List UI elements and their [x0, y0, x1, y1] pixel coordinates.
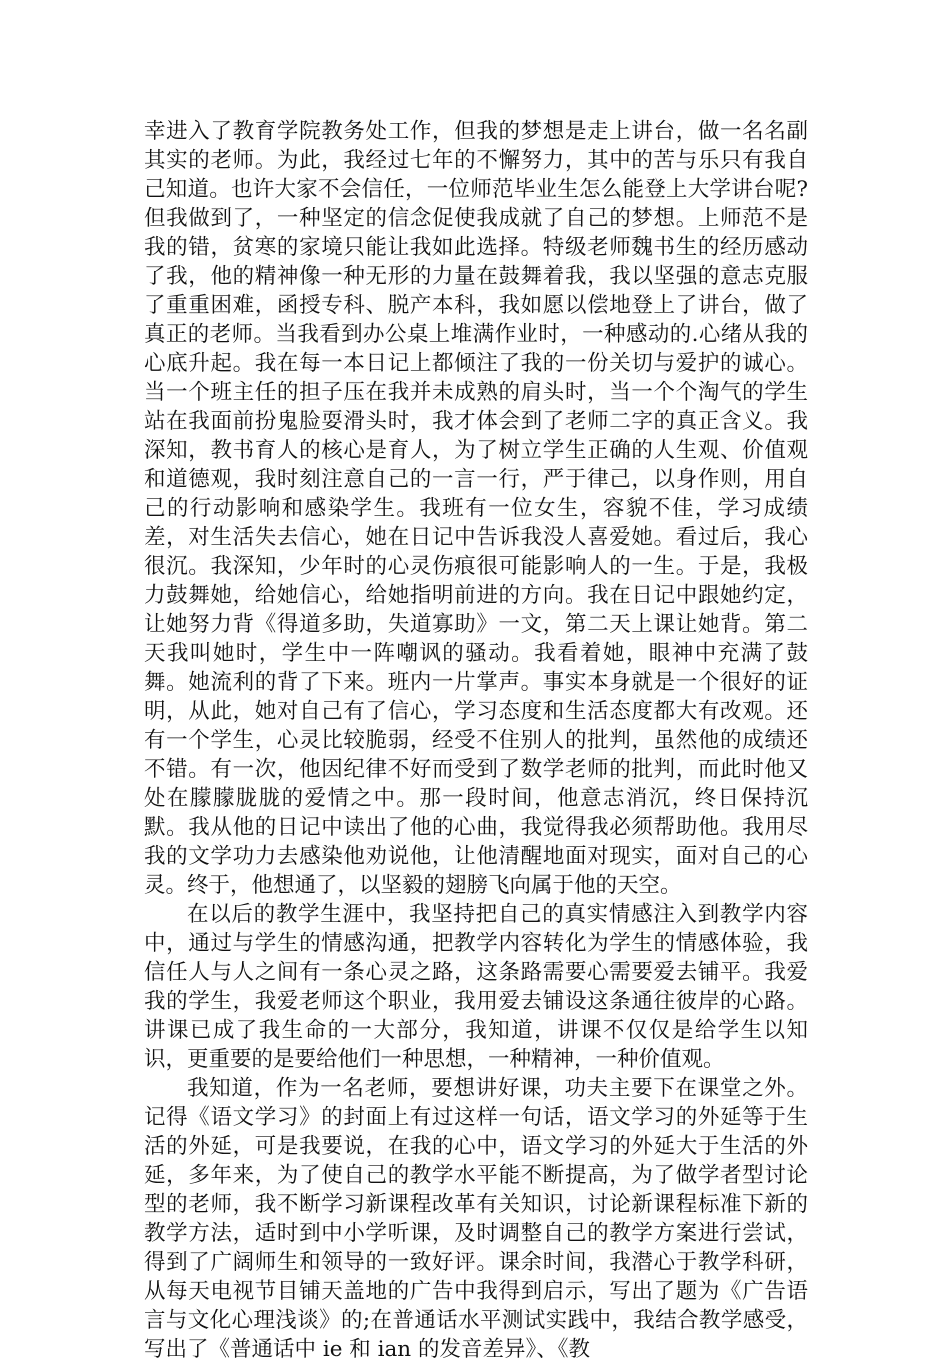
paragraph-1: 幸进入了教育学院教务处工作，但我的梦想是走上讲台，做一名名副其实的老师。为此，我经过七年的不懈努力，其中的苦与乐只有我自己知道。也许大家不会信任，一位师范毕业生怎么能登上大学讲台呢?但我做到了，一种坚定的信念促使我成就了自己的梦想。上师范不是我的错，贫寒的家境只能让我如此选择。特级老师魏书生的经历感动了我，他的精神像一种无形的力量在鼓舞着我，我以坚强的意志克服了重重困难，函授专科、脱产本科，我如愿以偿地登上了讲台，做了真正的老师。当我看到办公桌上堆满作业时，一种感动的.心绪从我的心底升起。我在每一本日记上都倾注了我的一份关切与爱护的诚心。当一个班主任的担子压在我并未成熟的肩头时，当一个个淘气的学生站在我面前扮鬼脸耍滑头时，我才体会到了老师二字的真正含义。我深知，教书育人的核心是育人，为了树立学生正确的人生观、价值观和道德观，我时刻注意自己的一言一行，严于律己，以身作则，用自己的行动影响和感染学生。我班有一位女生，容貌不佳，学习成绩差，对生活失去信心，她在日记中告诉我没人喜爱她。看过后，我心很沉。我深知，少年时的心灵伤痕很可能影响人的一生。于是，我极力鼓舞她，给她信心，给她指明前进的方向。我在日记中跟她约定，让她努力背《得道多助，失道寡助》一文，第二天上课让她背。第二天我叫她时，学生中一阵嘲讽的骚动。我看着她，眼神中充满了鼓舞。她流利的背了下来。班内一片掌声。事实本身就是一个很好的证明，从此，她对自己有了信心，学习态度和生活态度都大有改观。还有一个学生，心灵比较脆弱，经受不住别人的批判，虽然他的成绩还不错。有一次，他因纪律不好而受到了数学老师的批判，而此时他又处在朦朦胧胧的爱情之中。那一段时间，他意志消沉，终日保持沉默。我从他的日记中读出了他的心曲，我觉得我必须帮助他。我用尽我的文学功力去感染他劝说他，让他清醒地面对现实，面对自己的心灵。终于，他想通了，以坚毅的翅膀飞向属于他的天空。 [144, 119, 808, 898]
paragraph-2: 在以后的教学生涯中，我坚持把自己的真实情感注入到教学内容中，通过与学生的情感沟通，把教学内容转化为学生的情感体验，我信任人与人之间有一条心灵之路，这条路需要心需要爱去铺平。我爱我的学生，我爱老师这个职业，我用爱去铺设这条通往彼岸的心路。讲课已成了我生命的一大部分，我知道，讲课不仅仅是给学生以知识，更重要的是要给他们一种思想，一种精神，一种价值观。 [144, 902, 808, 1072]
paragraph-3: 我知道，作为一名老师，要想讲好课，功夫主要下在课堂之外。记得《语文学习》的封面上有过这样一句话，语文学习的外延等于生活的外延，可是我要说，在我的心中，语文学习的外延大于生活的外延，多年来，为了使自己的教学水平能不断提高，为了做学者型讨论型的老师，我不断学习新课程改革有关知识，讨论新课程标准下新的教学方法，适时到中小学听课，及时调整自己的教学方案进行尝试，得到了广阔师生和领导的一致好评。课余时间，我潜心于教学科研，从每天电视节目铺天盖地的广告中我得到启示，写出了题为《广告语言与文化心理浅谈》的;在普通话水平测试实践中，我结合教学感受，写出了《普通话中 ie 和 ian 的发音差异》、《教 [144, 1076, 808, 1362]
document-body [144, 117, 808, 1364]
